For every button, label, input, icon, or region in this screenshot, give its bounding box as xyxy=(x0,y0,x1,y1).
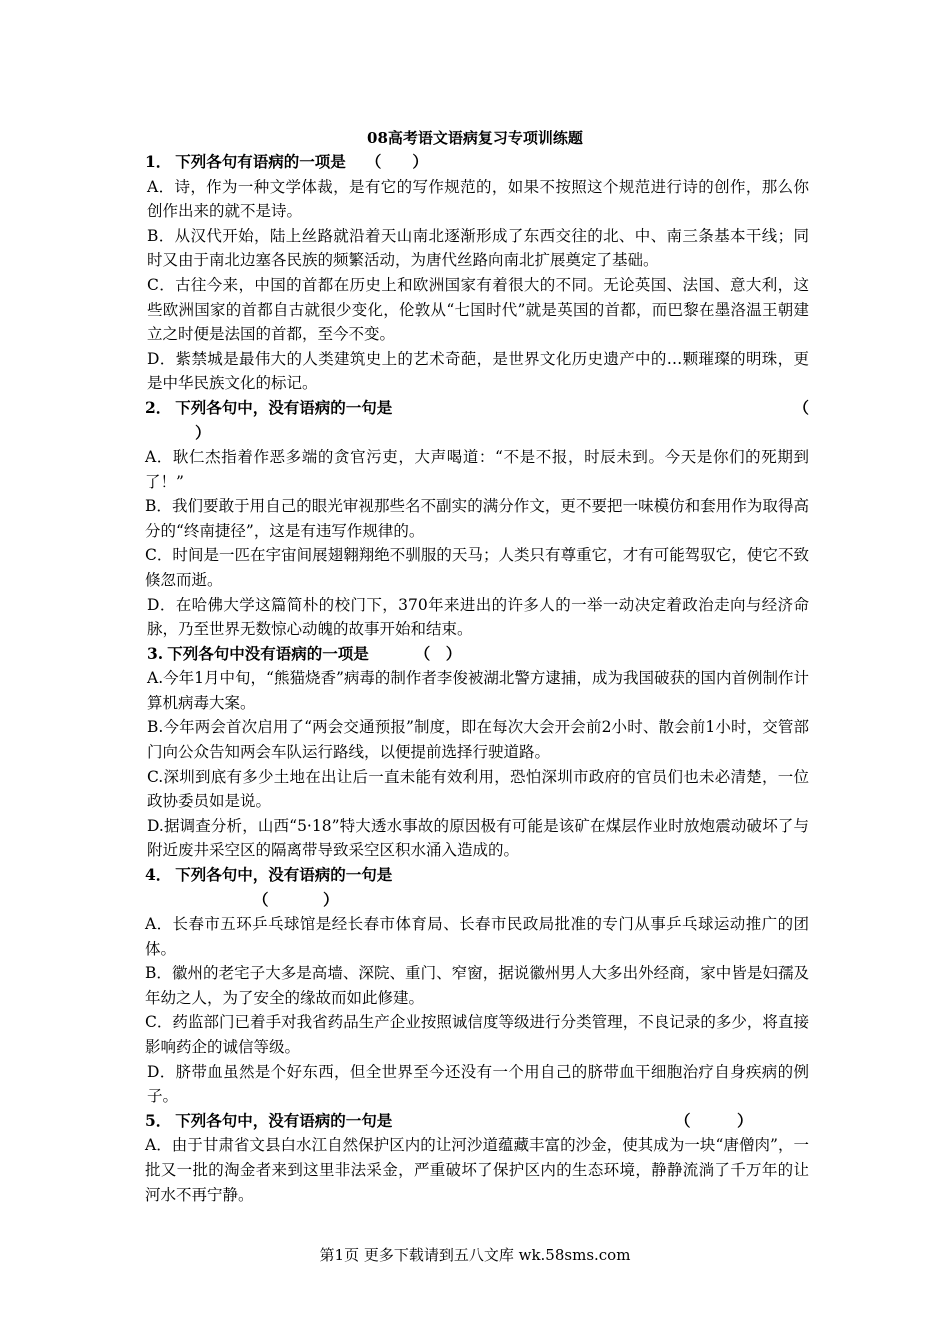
question-3-option-c: C.深圳到底有多少土地在出让后一直未能有效利用，恐怕深圳市政府的官员们也未必清楚，一位政协委员如是说。 xyxy=(147,767,809,811)
question-1-option-a: A．诗，作为一种文学体裁，是有它的写作规范的，如果不按照这个规范进行诗的创作，那么你创作出来的就不是诗。 xyxy=(147,177,809,221)
question-2-option-b: B．我们要敢于用自己的眼光审视那些名不副实的满分作文，更不要把一味模仿和套用作为取得高分的“终南捷径”，这是有违写作规律的。 xyxy=(145,497,809,540)
question-3-option-d: D.据调查分析，山西“5·18”特大透水事故的原因极有可能是该矿在煤层作业时放炮震动破坏了与附近废井采空区的隔离带导致采空区积水涌入造成的。 xyxy=(147,816,809,860)
question-2-option-a: A．耿仁杰指着作恶多端的贪官污吏，大声喝道：“不是不报，时辰未到。今天是你们的死期到了！” xyxy=(145,447,809,491)
question-5-option-a: A．由于甘肃省文县白水江自然保护区内的让河沙道蕴藏丰富的沙金，使其成为一块“唐僧肉”，一批又一批的淘金者来到这里非法采金，严重破坏了保护区内的生态环境，静静流淌了千万年的让河水不再宁静。 xyxy=(145,1136,809,1204)
question-5-stem: 5． 下列各句中，没有语病的一句是 （ ） xyxy=(145,1110,753,1130)
question-4-option-b: B．徽州的老宅子大多是高墙、深院、重门、窄窗，据说徽州男人大多出外经商，家中皆是妇孺及年幼之人，为了安全的缘故而如此修建。 xyxy=(145,964,809,1007)
question-2-option-d: D．在哈佛大学这篇简朴的校门下，370年来进出的许多人的一举一动决定着政治走向与经济命脉，乃至世界无数惊心动魄的故事开始和结束。 xyxy=(147,595,809,639)
question-4-option-a: A．长春市五环乒乓球馆是经长春市体育局、长春市民政局批准的专门从事乒乓球运动推广的团体。 xyxy=(145,915,809,958)
question-2-stem: 2． 下列各句中，没有语病的一句是 （ ） xyxy=(145,397,809,442)
question-1-stem: 1． 下列各句有语病的一项是 （ ） xyxy=(145,152,428,171)
question-1-option-d: D．紫禁城是最伟大的人类建筑史上的艺术奇葩，是世界文化历史遗产中的…颗璀璨的明珠，更是中华民族文化的标记。 xyxy=(147,349,809,393)
question-1-option-b: B．从汉代开始，陆上丝路就沿着天山南北逐渐形成了东西交往的北、中、南三条基本干线；同时又由于南北边塞各民族的频繁活动，为唐代丝路向南北扩展奠定了基础。 xyxy=(147,226,809,270)
question-2-option-c: C．时间是一匹在宇宙间展翅翱翔绝不驯服的天马；人类只有尊重它，才有可能驾驭它，使它不致倏忽而逝。 xyxy=(145,546,809,589)
document-body xyxy=(145,150,809,1207)
question-4-option-d: D．脐带血虽然是个好东西，但全世界至今还没有一个用自己的脐带血干细胞治疗自身疾病的例子。 xyxy=(147,1062,809,1106)
question-4-stem: 4． 下列各句中，没有语病的一句是 （ ） xyxy=(145,865,393,909)
question-4-option-c: C．药监部门已着手对我省药品生产企业按照诚信度等级进行分类管理，不良记录的多少，将直接影响药企的诚信等级。 xyxy=(145,1013,809,1056)
question-3-option-a: A.今年1月中旬，“熊猫烧香”病毒的制作者李俊被湖北警方逮捕，成为我国破获的国内首例制作计算机病毒大案。 xyxy=(147,669,809,712)
question-3-stem: 3. 下列各句中没有语病的一项是 （ ） xyxy=(147,643,462,663)
document-title: 08高考语文语病复习专项训练题 xyxy=(367,129,583,147)
question-1-option-c: C．古往今来，中国的首都在历史上和欧洲国家有着很大的不同。无论英国、法国、意大利，这些欧洲国家的首都自古就很少变化，伦敦从“七国时代”就是英国的首都，而巴黎在墨洛温王朝建立之时便是法国的首都，至今不变。 xyxy=(147,275,809,344)
page-footer: 第1页 更多下载请到五八文库 wk.58sms.com xyxy=(319,1246,631,1264)
question-3-option-b: B.今年两会首次启用了“两会交通预报”制度，即在每次大会开会前2小时、散会前1小时，交管部门向公众告知两会车队运行路线，以便提前选择行驶道路。 xyxy=(147,718,809,762)
